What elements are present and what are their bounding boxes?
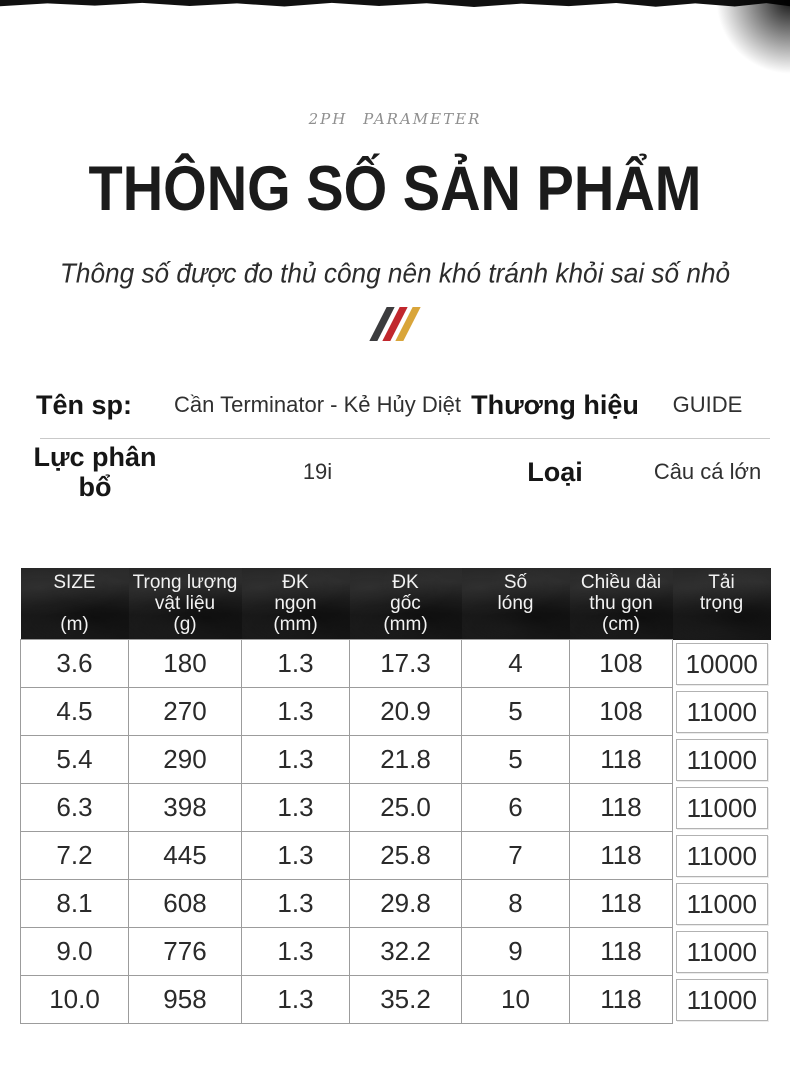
load-value-box: 11000 [676,691,768,733]
column-header: Số lóng [462,568,570,640]
column-header: ĐK gốc (mm) [350,568,462,640]
spec-cell: 958 [129,976,242,1024]
table-row [21,640,771,688]
spec-cell: 25.0 [350,784,462,832]
spec-cell: 9.0 [21,928,129,976]
spec-cell: 6.3 [21,784,129,832]
type-value: Câu cá lớn [653,459,762,484]
spec-cell: 398 [129,784,242,832]
spec-table-head [21,568,771,640]
spec-cell: 1.3 [242,976,350,1024]
spec-cell: 3.6 [21,640,129,688]
spec-cell: 20.9 [350,688,462,736]
load-value-box: 11000 [676,739,768,781]
spec-cell: 180 [129,640,242,688]
table-row [21,880,771,928]
table-row [21,784,771,832]
spec-cell: 1.3 [242,640,350,688]
table-row [21,688,771,736]
load-value-box: 11000 [676,979,768,1021]
spec-cell: 4 [462,640,570,688]
load-value-box: 11000 [676,835,768,877]
spec-cell: 25.8 [350,832,462,880]
load-cell [673,928,771,976]
table-row [21,928,771,976]
spec-cell: 1.3 [242,784,350,832]
column-header: SIZE (m) [21,568,129,640]
spec-cell: 1.3 [242,832,350,880]
power-distribution-label: Lực phân bổ [33,441,157,502]
spec-cell: 118 [570,784,673,832]
load-value-box: 11000 [676,787,768,829]
spec-cell: 108 [570,640,673,688]
load-cell [673,736,771,784]
table-row [21,832,771,880]
spec-cell: 35.2 [350,976,462,1024]
spec-cell: 29.8 [350,880,462,928]
spec-cell: 290 [129,736,242,784]
spec-cell: 21.8 [350,736,462,784]
table-row [21,736,771,784]
spec-cell: 1.3 [242,688,350,736]
spec-cell: 5.4 [21,736,129,784]
spec-cell: 10.0 [21,976,129,1024]
spec-cell: 1.3 [242,928,350,976]
spec-cell: 8.1 [21,880,129,928]
table-row [21,976,771,1024]
spec-cell: 1.3 [242,880,350,928]
spec-cell: 8 [462,880,570,928]
spec-cell: 5 [462,736,570,784]
spec-cell: 118 [570,880,673,928]
spec-cell: 6 [462,784,570,832]
product-name-label: Tên sp: [36,389,133,420]
header-row [21,568,771,640]
load-cell [673,640,771,688]
spec-cell: 1.3 [242,736,350,784]
spec-cell: 118 [570,832,673,880]
column-header: Trọng lượng vật liệu (g) [129,568,242,640]
spec-cell: 7.2 [21,832,129,880]
spec-cell: 9 [462,928,570,976]
spec-cell: 118 [570,976,673,1024]
load-cell [673,880,771,928]
spec-cell: 108 [570,688,673,736]
load-value-box: 11000 [676,931,768,973]
product-info-block [20,372,770,505]
load-cell [673,688,771,736]
spec-cell: 10 [462,976,570,1024]
brand-value: GUIDE [672,392,743,417]
column-header: ĐK ngọn (mm) [242,568,350,640]
power-distribution-value: 19i [302,459,333,484]
load-value-box: 11000 [676,883,768,925]
product-name-value: Cần Terminator - Kẻ Hủy Diệt [174,392,461,417]
spec-cell: 270 [129,688,242,736]
tricolor-slash-icon [0,305,790,343]
spec-table-body [21,640,771,1024]
torn-edge-decoration [0,0,790,9]
page-title: THÔNG SỐ SẢN PHẨM [88,153,702,224]
type-label: Loại [527,456,583,487]
info-row-name-brand [20,372,770,438]
corner-shadow-decoration [706,0,790,84]
load-cell [673,976,771,1024]
spec-cell: 17.3 [350,640,462,688]
brand-label: Thương hiệu [471,389,639,420]
subtitle-text: Thông số được đo thủ công nên khó tránh khỏi sai số nhỏ [59,258,731,289]
spec-table [20,568,771,1024]
spec-cell: 608 [129,880,242,928]
load-cell [673,832,771,880]
load-value-box: 10000 [676,643,768,685]
spec-cell: 5 [462,688,570,736]
spec-cell: 7 [462,832,570,880]
spec-cell: 776 [129,928,242,976]
column-header: Tải trọng [673,568,771,640]
eyebrow-text: 2PH PARAMETER [308,110,482,128]
spec-cell: 118 [570,928,673,976]
spec-cell: 4.5 [21,688,129,736]
spec-cell: 32.2 [350,928,462,976]
info-row-power-type [20,439,770,505]
spec-cell: 118 [570,736,673,784]
spec-cell: 445 [129,832,242,880]
load-cell [673,784,771,832]
column-header: Chiều dài thu gọn (cm) [570,568,673,640]
